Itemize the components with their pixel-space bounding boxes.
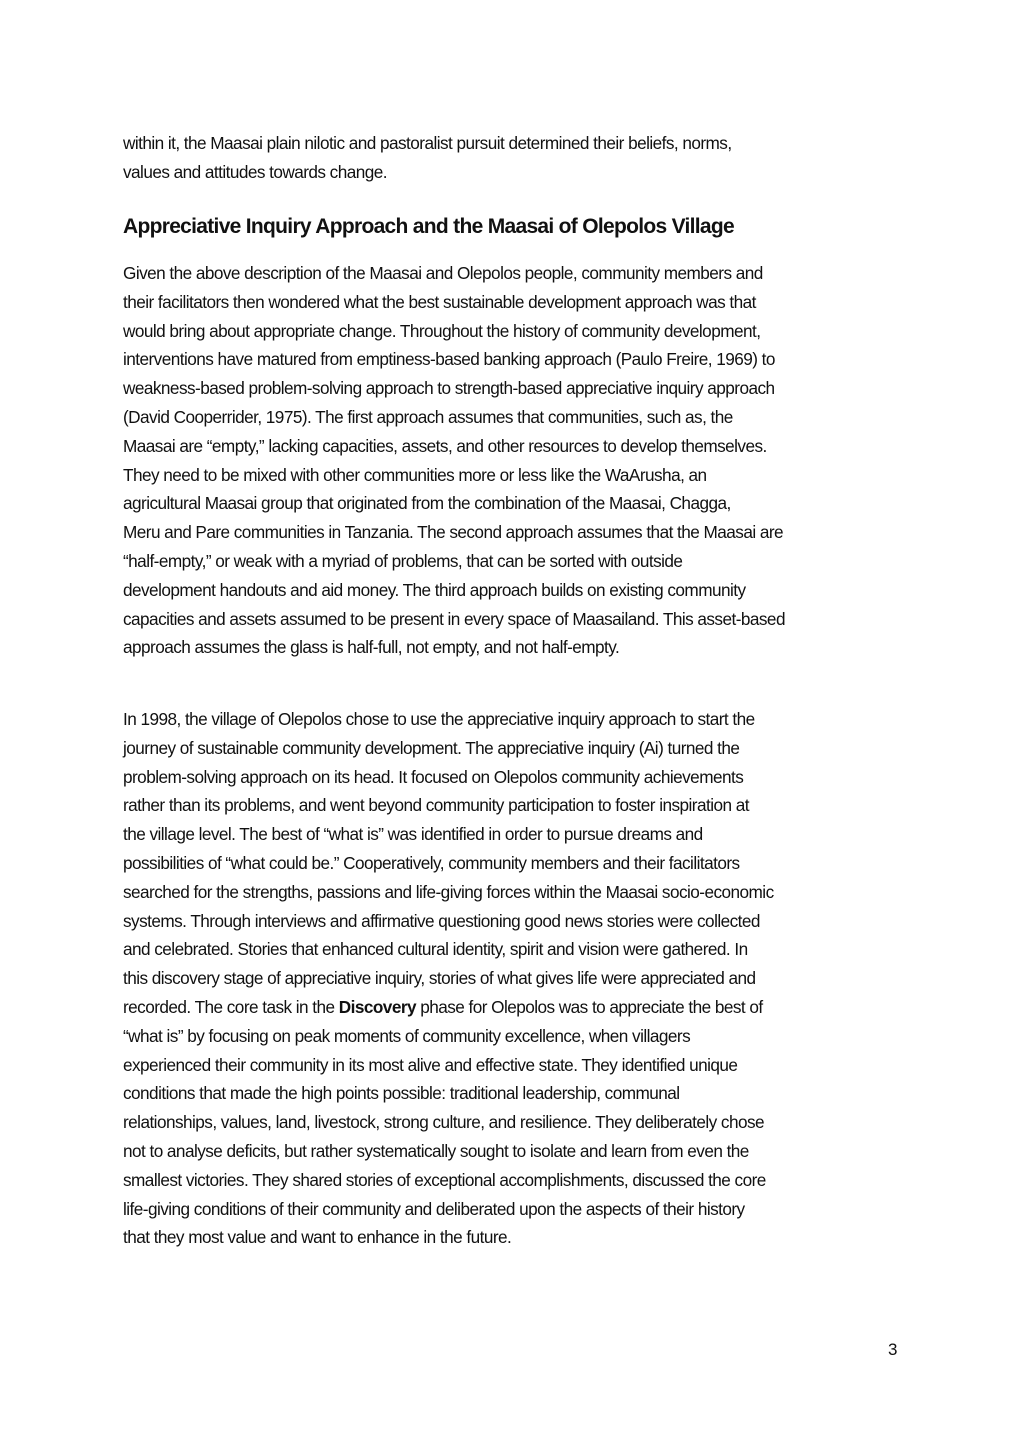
section-heading: Appreciative Inquiry Approach and the Maasai of Olepolos Village [123,215,735,238]
text-line: searched for the strengths, passions and life-giving forces within the Maasai socio-economic [123,881,774,902]
text-line: relationships, values, land, livestock, strong culture, and resilience. They deliberately chose [123,1112,765,1133]
text-line: possibilities of “what could be.” Cooperatively, community members and their facilitators [123,853,740,873]
text-line [123,997,763,1017]
page-number: 3 [888,1340,898,1359]
text-line: journey of sustainable community development. The appreciative inquiry (Ai) turned the [123,737,740,758]
text-line: the village level. The best of “what is” was identified in order to pursue dreams and [123,824,703,845]
text-line: Maasai are “empty,” lacking capacities, assets, and other resources to develop themselves. [123,435,767,456]
text-line: life-giving conditions of their community and deliberated upon the aspects of their history [123,1198,745,1219]
text-line: “half-empty,” or weak with a myriad of problems, that can be sorted with outside [123,551,683,571]
text-line: rather than its problems, and went beyond community participation to foster inspiration at [123,795,749,816]
text-line: They need to be mixed with other communities more or less like the WaArusha, an [123,464,707,485]
text-line: not to analyse deficits, but rather systematically sought to isolate and learn from even the [123,1141,749,1161]
text-line: “what is” by focusing on peak moments of community excellence, when villagers [123,1025,691,1046]
text-line: within it, the Maasai plain nilotic and pastoralist pursuit determined their beliefs, norms, [123,133,732,153]
text-line: In 1998, the village of Olepolos chose to use the appreciative inquiry approach to start the [123,709,755,729]
text-line: interventions have matured from emptiness-based banking approach (Paulo Freire, 1969) to [123,349,775,370]
text-line: values and attitudes towards change. [123,161,387,182]
text-line: experienced their community in its most alive and effective state. They identified unique [123,1054,738,1075]
text-line: development handouts and aid money. The third approach builds on existing community [123,579,746,600]
text-line: smallest victories. They shared stories of exceptional accomplishments, discussed the core [123,1169,766,1190]
text-line: would bring about appropriate change. Throughout the history of community development, [123,320,761,341]
text-line: approach assumes the glass is half-full, not empty, and not half-empty. [123,637,620,658]
text-line: systems. Through interviews and affirmative questioning good news stories were collected [123,910,760,931]
text-line: that they most value and want to enhance in the future. [123,1227,512,1248]
text-line: this discovery stage of appreciative inquiry, stories of what gives life were appreciated and [123,968,756,989]
text-line: conditions that made the high points possible: traditional leadership, communal [123,1083,680,1104]
text-run: phase for Olepolos was to appreciate the best of [415,997,763,1017]
text-run: recorded. The core task in the [123,997,339,1017]
text-line: (David Cooperrider, 1975). The first approach assumes that communities, such as, the [123,407,733,427]
bold-term-discovery: Discovery [338,997,416,1017]
text-line: agricultural Maasai group that originated from the combination of the Maasai, Chagga, [123,493,731,514]
text-line: their facilitators then wondered what the best sustainable development approach was that [123,291,756,312]
text-line: Given the above description of the Maasai and Olepolos people, community members and [123,263,763,283]
text-line: weakness-based problem-solving approach to strength-based appreciative inquiry approach [123,378,775,399]
text-line: and celebrated. Stories that enhanced cultural identity, spirit and vision were gathered. In [123,939,748,960]
text-line: capacities and assets assumed to be present in every space of Maasailand. This asset-based [123,608,785,629]
text-line: Meru and Pare communities in Tanzania. The second approach assumes that the Maasai are [123,522,784,543]
text-line: problem-solving approach on its head. It focused on Olepolos community achievements [123,766,744,787]
